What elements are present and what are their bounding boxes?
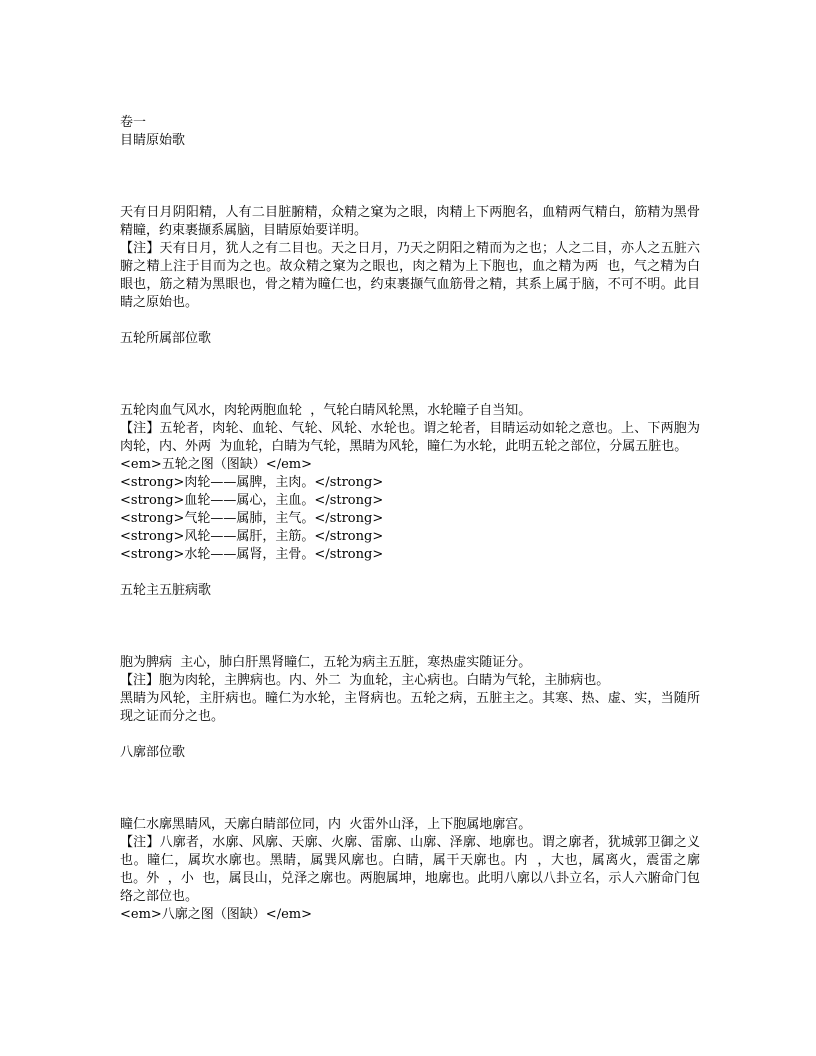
verse-wulun-wuzang: 胞为脾病 主心，肺白肝黑肾瞳仁，五轮为病主五脏，寒热虚实随证分。: [120, 655, 532, 670]
verse-wulun-buwei: 五轮肉血气风水，肉轮两胞血轮 ，气轮白睛风轮黑，水轮瞳子自当知。: [120, 403, 532, 418]
wulun-item-roulun: <strong>肉轮——属脾，主肉。</strong>: [120, 475, 384, 490]
section-title-bakuo-buwei: 八廓部位歌: [120, 745, 186, 760]
section-title-mujing-yuanshi: 目睛原始歌: [120, 133, 186, 148]
wulun-item-shuilun: <strong>水轮——属肾，主骨。</strong>: [120, 547, 384, 562]
section-title-wulun-wuzang: 五轮主五脏病歌: [120, 583, 212, 598]
wulun-item-qilun: <strong>气轮——属肺，主气。</strong>: [120, 511, 384, 526]
note-wulun-buwei: 【注】五轮者，肉轮、血轮、气轮、风轮、水轮也。谓之轮者，目睛运动如轮之意也。上、下两胞为肉轮，内、外两 为血轮，白睛为气轮，黑睛为风轮，瞳仁为水轮，此明五轮之部位，分属五脏也。: [120, 421, 700, 454]
verse-bakuo-buwei: 瞳仁水廓黑睛风，天廓白睛部位同，内 火雷外山泽，上下胞属地廓宫。: [120, 817, 532, 832]
document-page: [120, 114, 700, 924]
figure-caption-wulun: <em>五轮之图（图缺）</em>: [120, 457, 312, 472]
wulun-item-fenglun: <strong>风轮——属肝，主筋。</strong>: [120, 529, 384, 544]
section-title-wulun-buwei: 五轮所属部位歌: [120, 331, 212, 346]
verse-mujing-yuanshi: 天有日月阴阳精，人有二目脏腑精，众精之窠为之眼，肉精上下两胞名，血精两气精白，筋精为黑骨精瞳，约束裹撷系属脑，目睛原始要详明。: [120, 205, 700, 238]
note-wulun-wuzang-continued: 黑睛为风轮，主肝病也。瞳仁为水轮，主肾病也。五轮之病，五脏主之。其寒、热、虚、实，当随所现之证而分之也。: [120, 691, 700, 724]
volume-title: 卷一: [120, 115, 147, 130]
wulun-item-xuelun: <strong>血轮——属心，主血。</strong>: [120, 493, 384, 508]
note-wulun-wuzang: 【注】胞为肉轮，主脾病也。内、外二 为血轮，主心病也。白睛为气轮，主肺病也。: [120, 673, 610, 688]
figure-caption-bakuo: <em>八廓之图（图缺）</em>: [120, 907, 312, 922]
note-mujing-yuanshi: 【注】天有日月，犹人之有二目也。天之日月，乃天之阴阳之精而为之也；人之二目，亦人之五脏六腑之精上注于目而为之也。故众精之窠为之眼也，肉之精为上下胞也，血之精为两 也，气之精为白眼也，筋之精为黑眼也，骨之精为瞳仁也，约束裹撷气血筋骨之精，其系上属于脑，不可不明。此目睛之原始也。: [120, 241, 700, 310]
note-bakuo-buwei: 【注】八廓者，水廓、风廓、天廓、火廓、雷廓、山廓、泽廓、地廓也。谓之廓者，犹城郭卫御之义也。瞳仁，属坎水廓也。黑睛，属巽风廓也。白睛，属干天廓也。内 ，大也，属离火，震雷之廓也。外 ，小 也，属艮山，兑泽之廓也。两胞属坤，地廓也。此明八廓以八卦立名，示人六腑命门包络之部位也。: [120, 835, 700, 904]
